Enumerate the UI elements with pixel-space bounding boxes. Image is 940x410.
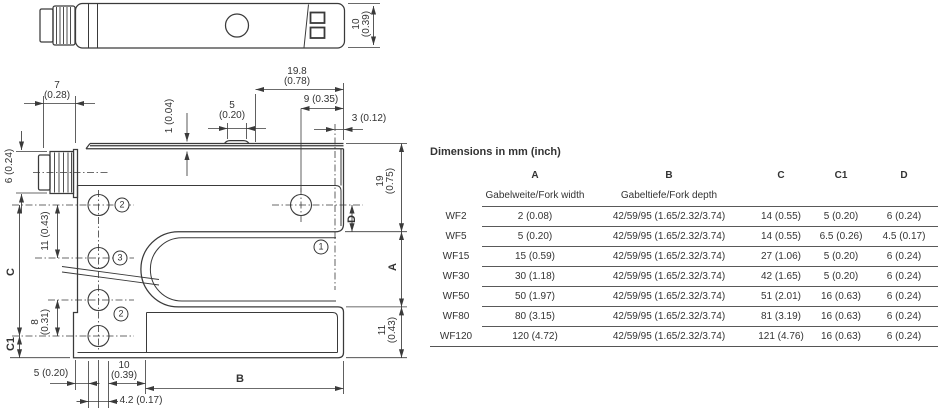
cell-a: 15 (0.59)	[482, 247, 588, 267]
cell-d: 6 (0.24)	[870, 307, 938, 327]
dim-label-1: 1 (0.04)	[164, 98, 175, 134]
cell-c1: 16 (0.63)	[812, 327, 870, 347]
dim-label-11-left: 11 (0.43)	[40, 211, 51, 251]
subheader-row	[430, 185, 938, 207]
cell-model: WF15	[442, 251, 470, 262]
callout-2: 2	[115, 198, 130, 213]
cell-a: 80 (3.15)	[482, 307, 588, 327]
column-header-D: D	[900, 170, 908, 181]
cell-d: 6 (0.24)	[870, 327, 938, 347]
cell-c1: 5 (0.20)	[812, 267, 870, 287]
dimension-drawing	[0, 0, 430, 410]
cell-d: 6 (0.24)	[870, 267, 938, 287]
mounting-holes	[88, 195, 312, 347]
table-row	[430, 207, 938, 227]
column-header-row	[430, 166, 938, 185]
dim-label-A: A	[387, 263, 399, 271]
centerlines	[12, 124, 363, 350]
cell-b: 42/59/95 (1.65/2.32/3.74)	[588, 247, 750, 267]
table-row	[430, 327, 938, 347]
column-header-A: A	[531, 170, 539, 181]
dim-label-19-8: 19.8 (0.78)	[283, 66, 311, 87]
cell-c1: 5 (0.20)	[812, 207, 870, 227]
indicator-window-1	[311, 13, 325, 24]
dimensions-table	[430, 166, 938, 347]
dim-label-C: C	[5, 268, 17, 276]
cell-b: 42/59/95 (1.65/2.32/3.74)	[588, 307, 750, 327]
cell-d: 4.5 (0.17)	[870, 227, 938, 247]
fork-slot-inner	[150, 238, 336, 301]
dim-label-4-2: 4.2 (0.17)	[119, 395, 163, 406]
dim-label-19: 19 (0.75)	[375, 167, 396, 195]
cell-a: 2 (0.08)	[482, 207, 588, 227]
dim-label-9: 9 (0.35)	[303, 94, 339, 105]
column-header-C: C	[777, 170, 785, 181]
top-view-outline	[40, 4, 345, 49]
front-view-outline	[39, 141, 344, 358]
cell-c1: 6.5 (0.26)	[812, 227, 870, 247]
dim-label-11-right: 11 (0.43)	[377, 316, 398, 344]
cell-b: 42/59/95 (1.65/2.32/3.74)	[588, 227, 750, 247]
adjuster-circle	[226, 14, 249, 37]
connector-cap-top	[40, 9, 53, 42]
dim-label-5-bottom: 5 (0.20)	[33, 368, 69, 379]
dim-label-B: B	[236, 373, 244, 385]
dim-label-C1: C1	[5, 336, 17, 352]
dim-label-housing-height: 10 (0.39)	[351, 10, 372, 38]
dim-label-5-top: 5 (0.20)	[218, 100, 246, 121]
cell-c: 42 (1.65)	[750, 267, 812, 287]
dim-label-D: D	[346, 215, 358, 223]
table-row	[430, 267, 938, 287]
top-plate	[86, 144, 344, 149]
cell-b: 42/59/95 (1.65/2.32/3.74)	[588, 267, 750, 287]
cell-model: WF2	[445, 211, 467, 222]
cell-model: WF5	[445, 231, 467, 242]
cell-model: WF30	[442, 271, 470, 282]
table-title: Dimensions in mm (inch)	[430, 146, 561, 158]
cell-a: 30 (1.18)	[482, 267, 588, 287]
callout-2b: 2	[114, 307, 129, 322]
cell-model: WF50	[442, 291, 470, 302]
dim-label-10-bottom: 10 (0.39)	[110, 360, 138, 381]
cell-c: 51 (2.01)	[750, 287, 812, 307]
cell-b: 42/59/95 (1.65/2.32/3.74)	[588, 287, 750, 307]
extension-lines	[10, 4, 407, 409]
break-lines	[62, 267, 159, 286]
cell-c1: 16 (0.63)	[812, 287, 870, 307]
connector-flange	[74, 150, 78, 198]
cell-c1: 5 (0.20)	[812, 247, 870, 267]
cell-a: 5 (0.20)	[482, 227, 588, 247]
cell-b: 42/59/95 (1.65/2.32/3.74)	[588, 327, 750, 347]
cell-c: 81 (3.19)	[750, 307, 812, 327]
cell-c: 14 (0.55)	[750, 207, 812, 227]
front-plate-edge	[78, 149, 342, 226]
indicator-window-2	[311, 28, 325, 39]
cell-model: WF80	[442, 311, 470, 322]
cell-d: 6 (0.24)	[870, 247, 938, 267]
cell-a: 50 (1.97)	[482, 287, 588, 307]
column-header-B: B	[665, 170, 673, 181]
column-header-C1: C1	[834, 170, 848, 181]
table-row	[430, 227, 938, 247]
cell-c1: 16 (0.63)	[812, 307, 870, 327]
cell-c: 121 (4.76)	[750, 327, 812, 347]
callout-3: 3	[113, 251, 128, 266]
cell-model: WF120	[439, 330, 473, 342]
dim-label-6: 6 (0.24)	[4, 148, 15, 184]
dimension-lines	[20, 6, 402, 402]
cell-c: 27 (1.06)	[750, 247, 812, 267]
table-row	[430, 247, 938, 267]
dim-label-3: 3 (0.12)	[351, 113, 387, 124]
table-row	[430, 287, 938, 307]
cell-d: 6 (0.24)	[870, 287, 938, 307]
cell-c: 14 (0.55)	[750, 227, 812, 247]
subheader-fork-depth: Gabeltiefe/Fork depth	[620, 190, 718, 201]
dim-label-8: 8 (0.31)	[30, 308, 51, 336]
subheader-fork-width: Gabelweite/Fork width	[485, 190, 585, 201]
cell-b: 42/59/95 (1.65/2.32/3.74)	[588, 207, 750, 227]
cell-d: 6 (0.24)	[870, 207, 938, 227]
callout-1: 1	[314, 240, 329, 255]
column-header-empty	[430, 166, 482, 185]
cell-a: 120 (4.72)	[482, 327, 588, 347]
dim-label-7: 7 (0.28)	[43, 80, 71, 101]
table-row	[430, 307, 938, 327]
